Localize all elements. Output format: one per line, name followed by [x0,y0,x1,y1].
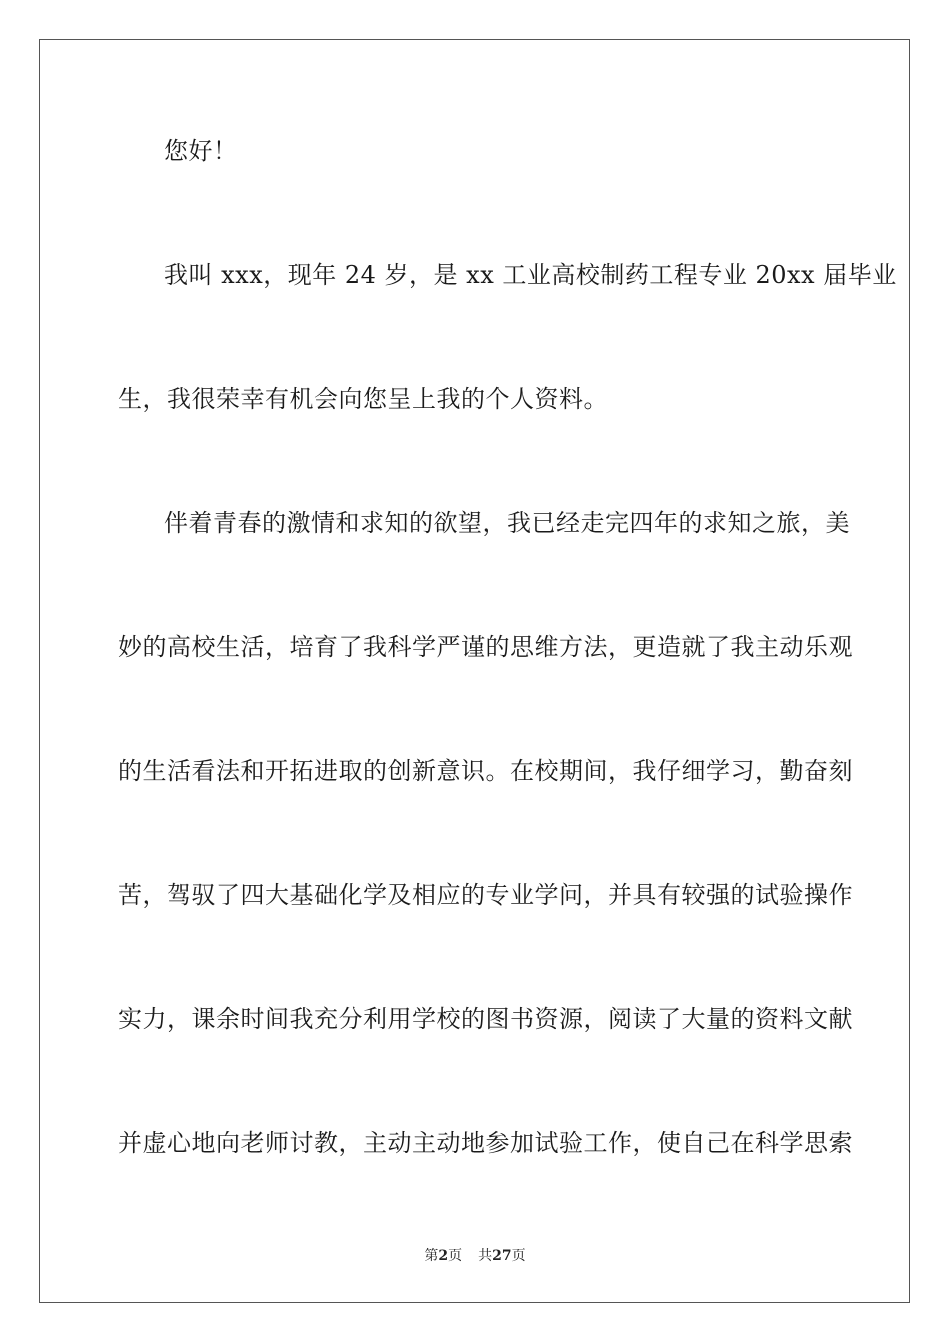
paragraph-line-3: 伴着青春的激情和求知的欲望，我已经走完四年的求知之旅，美 [164,509,850,537]
paragraph-line-5: 的生活看法和开拓进取的创新意识。在校期间，我仔细学习，勤奋刻 [118,757,853,785]
paragraph-line-6: 苦，驾驭了四大基础化学及相应的专业学问，并具有较强的试验操作 [118,881,853,909]
page-border [39,39,910,1303]
footer-page-prefix: 第 [424,1248,439,1264]
paragraph-line-7: 实力，课余时间我充分利用学校的图书资源，阅读了大量的资料文献 [118,1005,853,1033]
footer-total-pages: 27 [492,1248,512,1264]
paragraph-line-2: 生，我很荣幸有机会向您呈上我的个人资料。 [118,385,608,413]
page-footer [0,1246,950,1266]
paragraph-line-4: 妙的高校生活，培育了我科学严谨的思维方法，更造就了我主动乐观 [118,633,853,661]
footer-total-suffix: 页 [511,1248,526,1264]
paragraph-line-8: 并虚心地向老师讨教，主动主动地参加试验工作，使自己在科学思索 [118,1129,853,1157]
footer-page-number: 2 [438,1248,449,1264]
footer-total-prefix: 共 [478,1248,493,1264]
paragraph-line-1: 我叫 xxx，现年 24 岁，是 xx 工业高校制药工程专业 20xx 届毕业 [164,261,897,289]
footer-page-suffix: 页 [448,1248,463,1264]
greeting-line: 您好！ [164,137,238,165]
